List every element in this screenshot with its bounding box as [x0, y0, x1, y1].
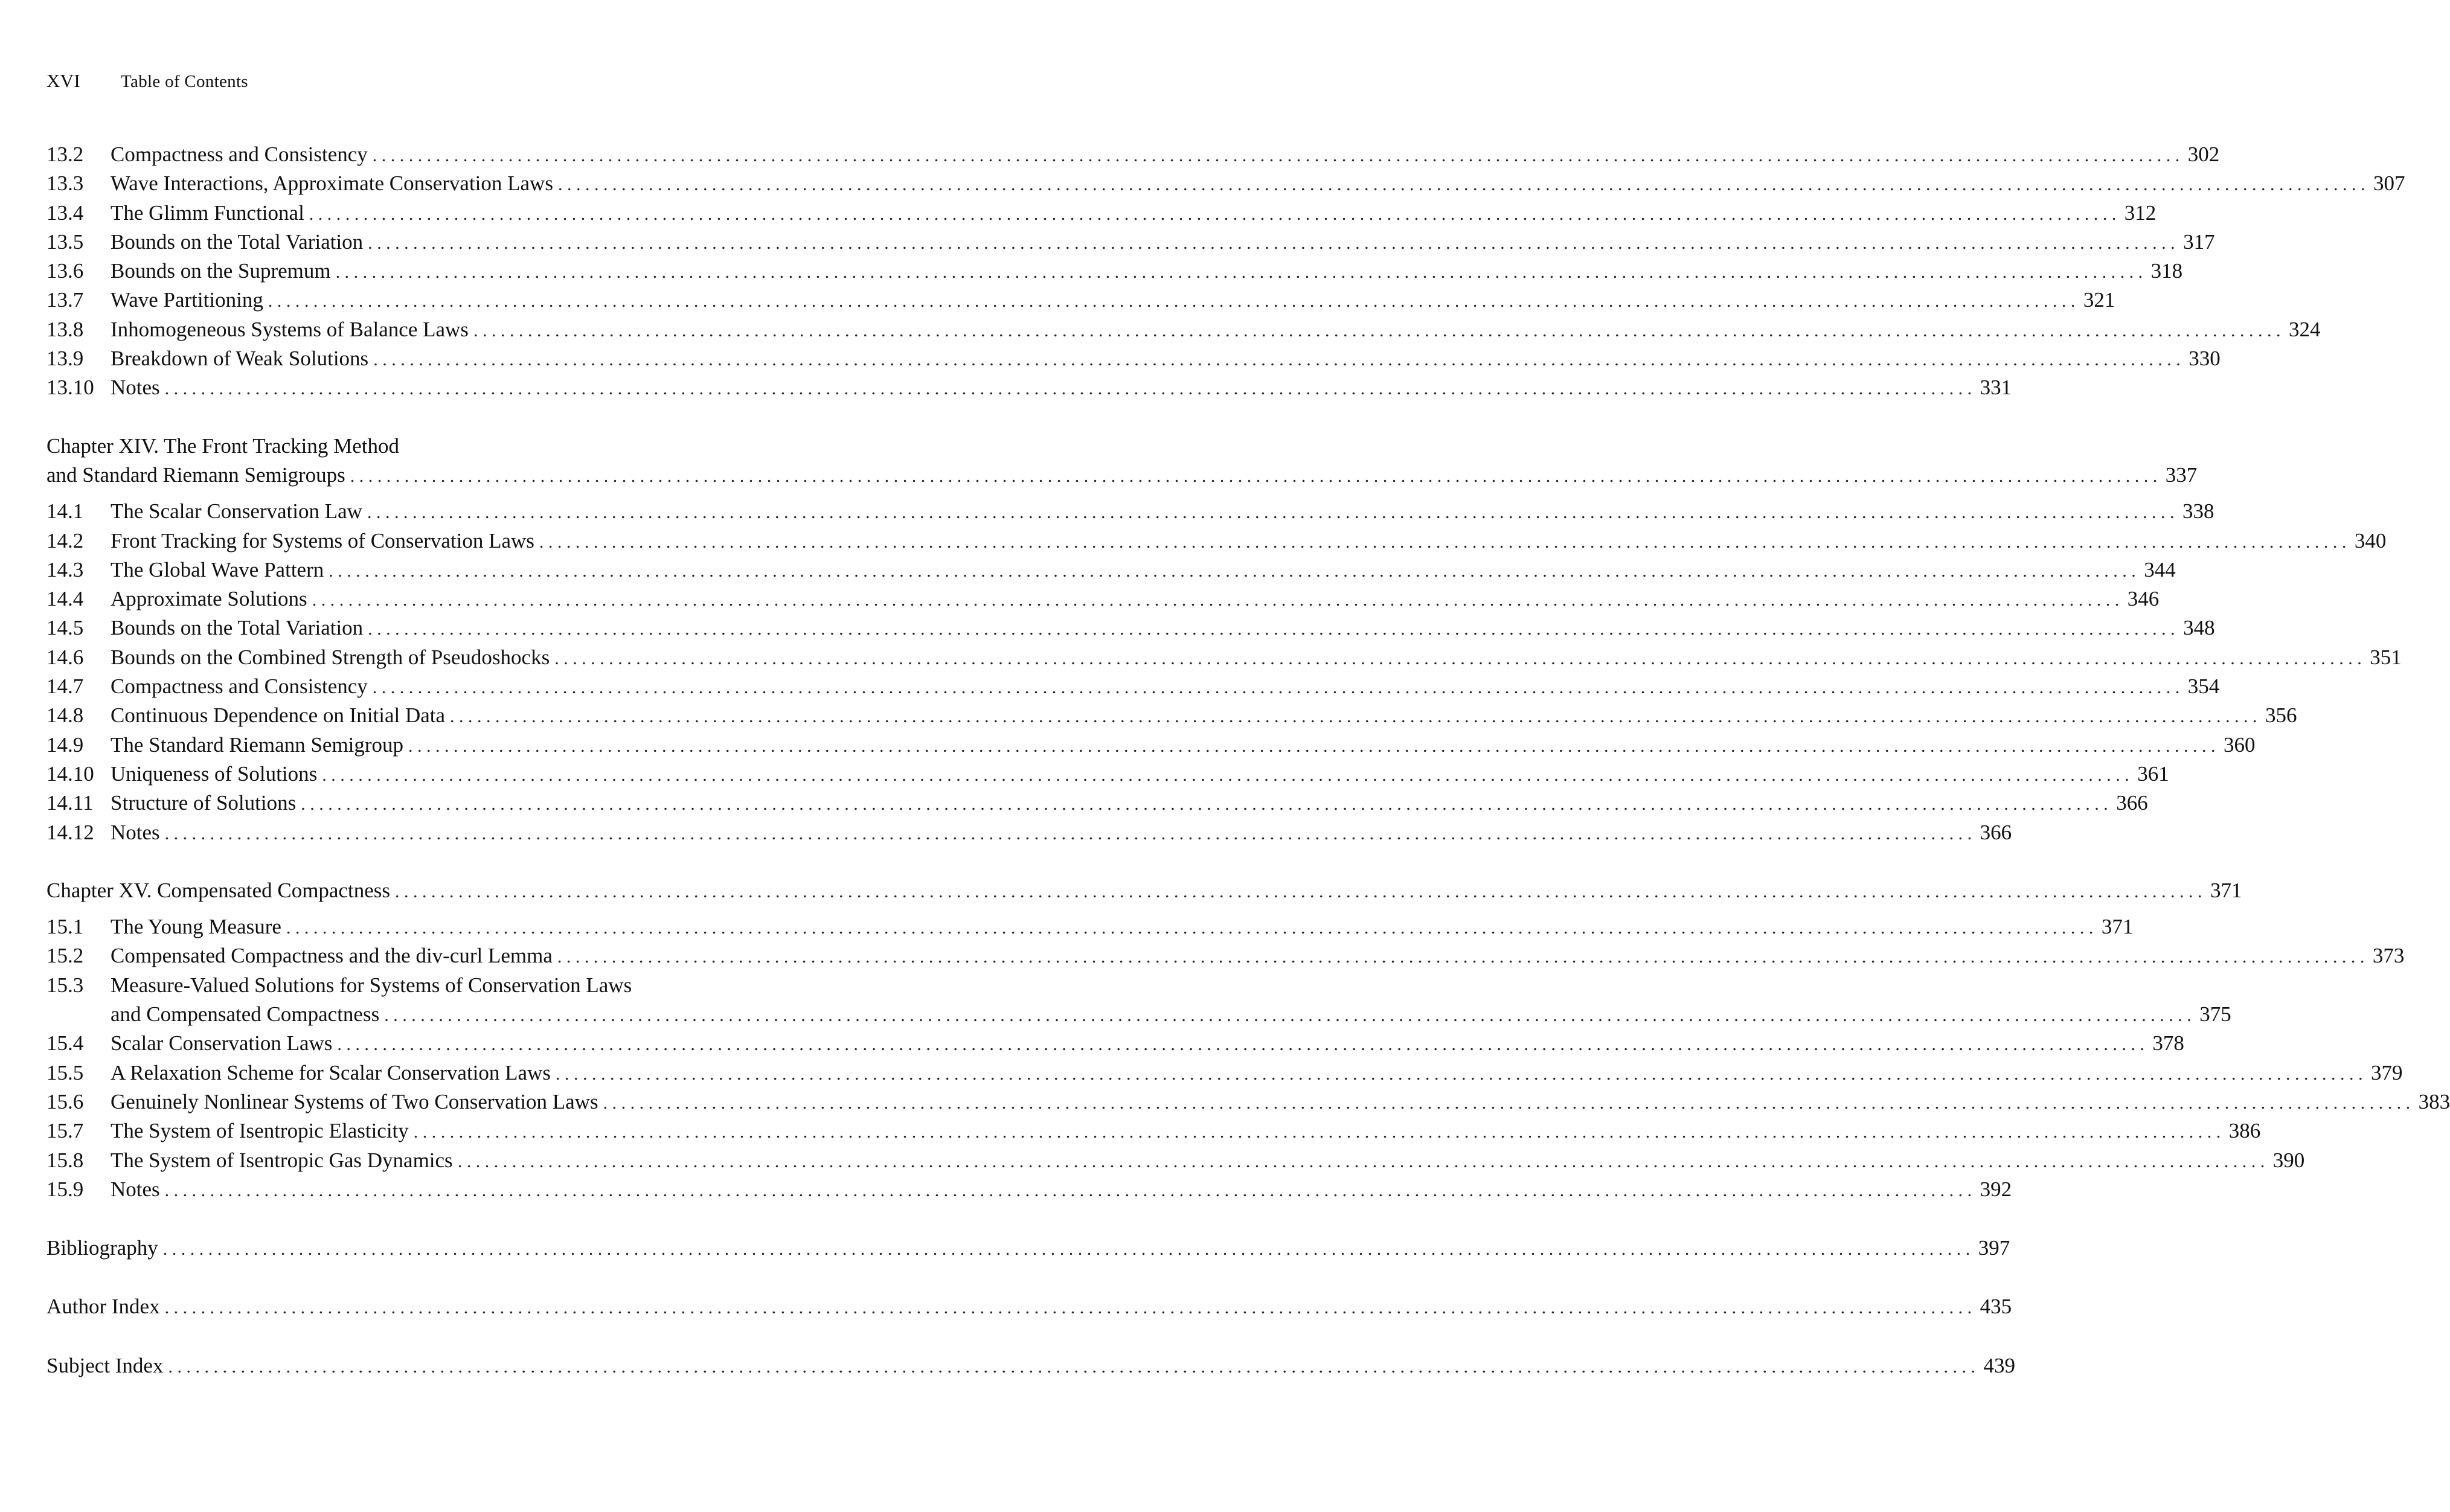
section-number: 15.7: [46, 1119, 84, 1143]
toc-entry[interactable]: [46, 1029, 2184, 1058]
dot-leader: [373, 673, 2180, 702]
dot-leader: [367, 498, 2175, 527]
page-number: 392: [1980, 1177, 2012, 1201]
toc-entry[interactable]: [46, 643, 2402, 672]
section-title: Measure-Valued Solutions for Systems of Conservation Laws: [111, 973, 632, 997]
running-head-title: Table of Contents: [121, 72, 248, 91]
section-title: The Young Measure: [111, 915, 281, 939]
toc-entry[interactable]: [46, 373, 2012, 402]
toc-entry[interactable]: [46, 556, 2176, 585]
section-title: The System of Isentropic Gas Dynamics: [111, 1148, 453, 1172]
toc-entry[interactable]: [46, 818, 2012, 847]
dot-leader: [558, 170, 2365, 199]
dot-leader: [368, 229, 2175, 258]
page-number: 324: [2288, 317, 2321, 341]
section-number: 13.8: [46, 317, 84, 341]
toc-entry[interactable]: [46, 585, 2160, 613]
page-number: 331: [1980, 376, 2012, 400]
dot-leader: [165, 1293, 1972, 1322]
section-number: 14.4: [46, 587, 84, 611]
dot-leader: [414, 1118, 2221, 1147]
chapter-entry[interactable]: [46, 876, 2242, 905]
toc-entry[interactable]: [46, 1116, 2261, 1145]
table-of-contents: [46, 140, 2450, 1380]
page-number: 307: [2373, 171, 2405, 196]
section-number: 14.7: [46, 674, 84, 699]
dot-leader: [163, 1235, 1971, 1264]
toc-entry[interactable]: [46, 1059, 2403, 1088]
section-number: 13.7: [46, 288, 84, 312]
section-number: 15.6: [46, 1089, 84, 1113]
toc-entry[interactable]: [46, 941, 2405, 970]
dot-leader: [268, 287, 2076, 316]
chapter-title: Chapter XV. Compensated Compactness: [46, 878, 390, 902]
page-folio: XVI: [46, 70, 80, 91]
section-title: Bounds on the Total Variation: [111, 616, 364, 640]
section-title: Front Tracking for Systems of Conservation Laws: [111, 528, 534, 553]
section-title: Structure of Solutions: [111, 791, 297, 815]
dot-leader: [384, 1001, 2192, 1030]
page-number: 330: [2189, 347, 2221, 371]
section-title: Uniqueness of Solutions: [111, 761, 318, 786]
dot-leader: [368, 615, 2175, 644]
dot-leader: [350, 462, 2158, 491]
page-number: 390: [2272, 1148, 2305, 1172]
page-number: 338: [2182, 499, 2214, 524]
dot-leader: [373, 345, 2181, 374]
toc-entry[interactable]: [46, 315, 2321, 344]
section-number: 14.1: [46, 499, 84, 524]
section-title: Compensated Compactness and the div-curl Lemma: [111, 944, 553, 968]
chapter-title-line-2: and Standard Riemann Semigroups: [46, 463, 345, 487]
dot-leader: [473, 316, 2281, 345]
toc-entry[interactable]: [46, 228, 2215, 257]
section-number: 14.11: [46, 791, 94, 815]
section-number: 15.4: [46, 1031, 84, 1056]
section-title: The Scalar Conservation Law: [111, 499, 362, 524]
section-title: Notes: [111, 820, 160, 844]
toc-entry[interactable]: [46, 1146, 2305, 1175]
section-title: Compactness and Consistency: [111, 143, 368, 166]
page-number: 379: [2370, 1060, 2403, 1084]
section-number: 14.5: [46, 616, 84, 640]
section-number: 13.2: [46, 143, 84, 166]
page-number: 312: [2124, 200, 2157, 225]
page-number: 373: [2372, 944, 2405, 968]
toc-page: [46, 66, 2450, 1380]
page-number: 340: [2354, 528, 2387, 553]
dot-leader: [408, 732, 2216, 761]
section-title: Breakdown of Weak Solutions: [111, 347, 369, 371]
toc-entry-continuation[interactable]: [46, 1000, 2231, 1029]
section-title: Continuous Dependence on Initial Data: [111, 703, 446, 728]
dot-leader: [286, 914, 2094, 943]
section-number: 15.5: [46, 1060, 84, 1084]
section-number: 14.12: [46, 820, 94, 844]
section-title: Genuinely Nonlinear Systems of Two Conservation Laws: [111, 1089, 598, 1113]
section-number: 13.9: [46, 347, 84, 371]
dot-leader: [329, 557, 2136, 586]
page-number: 383: [2418, 1089, 2450, 1113]
dot-leader: [165, 1176, 1972, 1205]
toc-entry[interactable]: [46, 286, 2115, 315]
dot-leader: [301, 790, 2108, 819]
running-head: [46, 66, 859, 95]
page-number: 397: [1978, 1236, 2010, 1260]
chapter-entry[interactable]: [46, 461, 2198, 490]
section-title: The Glimm Functional: [111, 200, 304, 225]
page-number: 366: [1980, 820, 2012, 844]
dot-leader: [309, 200, 2117, 229]
dot-leader: [458, 1147, 2265, 1176]
page-number: 344: [2144, 557, 2176, 581]
section-title: Wave Partitioning: [111, 288, 263, 312]
section-title: Inhomogeneous Systems of Balance Laws: [111, 317, 469, 341]
page-number: 378: [2152, 1031, 2184, 1056]
toc-entry[interactable]: [46, 912, 2134, 941]
section-number: 15.3: [46, 973, 84, 997]
section-number: 14.6: [46, 645, 84, 669]
section-number: 14.3: [46, 557, 84, 581]
page-number: 386: [2228, 1119, 2261, 1143]
toc-entry[interactable]: [46, 257, 2183, 286]
section-title: Notes: [111, 1177, 160, 1201]
toc-entry[interactable]: [46, 1175, 2012, 1204]
page-number: 317: [2183, 229, 2215, 254]
section-number: 14.10: [46, 761, 94, 786]
section-number: 13.4: [46, 200, 84, 225]
section-title: Wave Interactions, Approximate Conservation Laws: [111, 171, 553, 196]
toc-entry[interactable]: [46, 672, 2220, 701]
section-number: 15.2: [46, 944, 84, 968]
section-number: 14.2: [46, 528, 84, 553]
toc-entry[interactable]: [46, 140, 2220, 169]
page-number: 321: [2083, 288, 2115, 312]
section-title: Compactness and Consistency: [111, 674, 368, 699]
page-number: 337: [2165, 463, 2198, 487]
section-number: 15.8: [46, 1148, 84, 1172]
dot-leader: [373, 141, 2180, 170]
chapter-title-line-1: Chapter XIV. The Front Tracking Method: [46, 434, 399, 458]
dot-leader: [337, 1030, 2144, 1059]
section-number: 15.1: [46, 915, 84, 939]
section-title: Approximate Solutions: [111, 587, 307, 611]
back-matter: [46, 1234, 2015, 1380]
chapter-14: [46, 432, 2402, 847]
toc-entry[interactable]: [46, 731, 2256, 760]
section-number: 14.8: [46, 703, 84, 728]
toc-entry-subject-index[interactable]: [46, 1351, 2015, 1380]
toc-entry[interactable]: [46, 613, 2215, 642]
toc-entry-author-index[interactable]: [46, 1292, 2012, 1321]
back-matter-title: Bibliography: [46, 1236, 158, 1260]
section-title: Scalar Conservation Laws: [111, 1031, 333, 1056]
toc-entry[interactable]: [46, 199, 2157, 228]
back-matter-title: Author Index: [46, 1295, 160, 1319]
toc-entry[interactable]: [46, 701, 2297, 730]
toc-entry[interactable]: [46, 497, 2214, 526]
section-number: 13.6: [46, 259, 84, 283]
dot-leader: [322, 761, 2129, 790]
dot-leader: [556, 1060, 2363, 1089]
page-number: 348: [2183, 616, 2215, 640]
section-number: 13.5: [46, 229, 84, 254]
page-number: 439: [1983, 1353, 2015, 1377]
page-number: 366: [2116, 791, 2148, 815]
toc-entry-first-line[interactable]: [46, 971, 859, 1000]
page-number: 375: [2199, 1002, 2231, 1027]
page-number: 371: [2210, 878, 2242, 902]
dot-leader: [395, 877, 2202, 906]
toc-entry[interactable]: [46, 789, 2148, 818]
page-number: 361: [2137, 761, 2169, 786]
chapter-13-sections: [46, 140, 2405, 403]
section-title: Bounds on the Supremum: [111, 259, 331, 283]
dot-leader: [168, 1353, 1975, 1382]
section-title-continuation: and Compensated Compactness: [111, 1002, 380, 1027]
toc-entry[interactable]: [46, 344, 2221, 373]
page-number: 435: [1980, 1295, 2012, 1319]
section-title: The Standard Riemann Semigroup: [111, 732, 404, 757]
page-number: 302: [2187, 143, 2220, 166]
page-number: 351: [2370, 645, 2402, 669]
dot-leader: [539, 528, 2347, 557]
toc-entry[interactable]: [46, 527, 2387, 556]
section-number: 15.9: [46, 1177, 84, 1201]
section-title: The Global Wave Pattern: [111, 557, 324, 581]
section-number: 14.9: [46, 732, 84, 757]
section-title: Bounds on the Total Variation: [111, 229, 364, 254]
toc-entry[interactable]: [46, 169, 2405, 198]
dot-leader: [554, 644, 2362, 673]
dot-leader: [603, 1089, 2411, 1118]
chapter-15: [46, 876, 2450, 1204]
page-number: 356: [2265, 703, 2297, 728]
page-number: 346: [2127, 587, 2160, 611]
page-number: 371: [2101, 915, 2134, 939]
page-number: 354: [2187, 674, 2220, 699]
dot-leader: [165, 374, 1972, 403]
section-title: A Relaxation Scheme for Scalar Conservation Laws: [111, 1060, 551, 1084]
dot-leader: [336, 258, 2143, 287]
dot-leader: [557, 943, 2365, 972]
toc-entry[interactable]: [46, 1088, 2450, 1116]
dot-leader: [312, 586, 2120, 615]
dot-leader: [450, 702, 2257, 731]
section-number: 13.3: [46, 171, 84, 196]
section-title: The System of Isentropic Elasticity: [111, 1119, 409, 1143]
section-title: Notes: [111, 376, 160, 400]
back-matter-title: Subject Index: [46, 1353, 164, 1377]
toc-entry[interactable]: [46, 760, 2169, 789]
page-number: 318: [2150, 259, 2183, 283]
page-number: 360: [2224, 732, 2256, 757]
dot-leader: [165, 819, 1972, 848]
section-number: 13.10: [46, 376, 94, 400]
section-title: Bounds on the Combined Strength of Pseudoshocks: [111, 645, 550, 669]
toc-entry-bibliography[interactable]: [46, 1234, 2010, 1263]
